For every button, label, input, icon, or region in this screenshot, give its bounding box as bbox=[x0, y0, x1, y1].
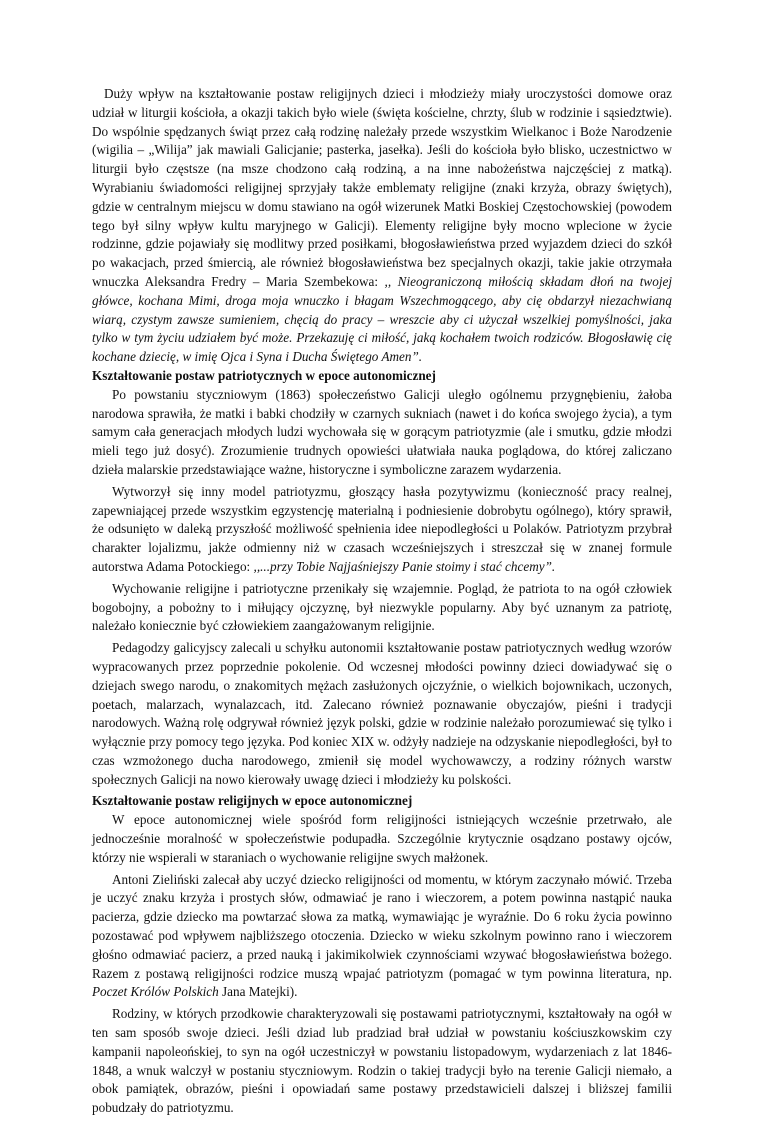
potocki-quote: ,,...przy Tobie Najjaśniejszy Panie stoimy i stać chcemy”. bbox=[253, 558, 556, 574]
document-page bbox=[92, 85, 672, 1121]
paragraph: Po powstaniu styczniowym (1863) społeczeństwo Galicji uległo ogólnemu przygnębieniu, żałoba narodowa sprawiła, że matki i babki chodziły w czarnych sukniach (nawet i do końca swojego życia), a tym samym cała generacjach młodych ludzi wychowała się w gorącym patriotyzmie (ale i smutku, gdzie młodzi mieli tego już dosyć). Zrozumienie trudnych opowieści ułatwiała nauka poglądowa, do której zaliczano dzieła malarskie przedstawiające ważne, historyczne i symboliczne zarazem wydarzenia. bbox=[92, 386, 672, 477]
fredro-blessing-quote: ,, Nieograniczoną miłością składam dłoń na twojej główce, kochana Mimi, droga moja wnuczko i błagam Wszechmogącego, aby cię obdarzył niezachwianą wiarą, czystym zawsze sumieniem, chęcią do pracy – wreszcie aby ci użyczał wszelkiej pomyślności, jaka tylko w tym życiu udziałem być może. Przekazuję ci miłość, jaką kochałem twoich rodziców. Błogosławię cię kochane dziecię, w imię Ojca i Syna i Ducha Świętego Amen”. bbox=[92, 273, 673, 365]
paragraph-text: Antoni Zieliński zalecał aby uczyć dziecko religijności od momentu, w którym zaczynało mówić. Trzeba je uczyć znaku krzyża i prostych słów, odmawiać je rano i wieczorem, a potem powinna nastąpić nauka pacierza, gdzie dziecko ma powtarzać słowa za matką, wymawiając je wyraźnie. Do 6 roku życia powinno pozostawać pod wpływem najbliższego otoczenia. Dziecko w wieku szkolnym powinno rano i wieczorem głośno odmawiać pacierz, a przed nauką i jakimikolwiek czynnościami wzywać błogosławieństwa bożego. Razem z postawą religijności rodzice muszą wpajać patriotyzm (pomagać w tym powinna literatura, np. bbox=[92, 871, 672, 981]
paragraph: Pedagodzy galicyjscy zalecali u schyłku autonomii kształtowanie postaw patriotycznych według wzorów wypracowanych przez poprzednie pokolenie. Od wczesnej młodości powinny dzieci dowiadywać się o dziejach swego narodu, o znakomitych mężach zasłużonych ojczyźnie, o wielkich bojownikach, uczonych, poetach, malarzach, wynalazcach, itd. Zalecano również poznawanie obyczajów, pieśni i tradycji narodowych. Ważną rolę odgrywał również język polski, gdzie w rodzinie należało porozumiewać się tylko i wyłącznie przy pomocy tego języka. Pod koniec XIX w. odżyły nadzieje na odzyskanie niepodległości, był to czas wzmożonego ducha narodowego, zmienił się model wychowawczy, a rodziny różnych warstw społecznych Galicji na nowo kierowały uwagę dzieci i młodzieży ku polskości. bbox=[92, 640, 672, 787]
book-title: Poczet Królów Polskich bbox=[92, 984, 219, 1000]
intro-text: Duży wpływ na kształtowanie postaw religijnych dzieci i młodzieży miały uroczystości domowe oraz udział w liturgii kościoła, a okazji takich było wiele (święta kościelne, chrzty, ślub w rodzinie i sąsiedztwie). Do wspólnie spędzanych świąt przez całą rodzinę należały przede wszystkim Wielkanoc i Boże Narodzenie (wigilia – „Wilija” jak mawiali Galicjanie; pasterka, jasełka). Jeśli do kościoła było blisko, uczestnictwo w liturgii było częstsze (na msze chodzono całą rodziną, a na inne nabożeństwa najczęściej z matką). Wyrabianiu świadomości religijnej sprzyjały także emblematy religijne (znaki krzyża, obrazy świętych), gdzie w centralnym miejscu w domu stawiano na ogół wizerunek Matki Boskiej Częstochowskiej (powodem tego był silny wpływ kultu maryjnego w Galicji). Elementy religijne były mocno wplecione w życie rodzinne, gdzie pojawiały się modlitwy przed posiłkami, błogosławieństwa przed wyjazdem dzieci do szkół po wakacjach, przed śmiercią, ale również błogosławieństwa bez specjalnych okazji, takie jakie otrzymała wnuczka Aleksandra Fredry – Maria Szembekowa: bbox=[92, 86, 672, 289]
paragraph: Rodziny, w których przodkowie charakteryzowali się postawami patriotycznymi, kształtowały na ogół w ten sam sposób swoje dzieci. Jeśli dziad lub pradziad brał udział w powstaniu kościuszkowskim czy kampanii napoleońskiej, to syn na ogół uczestniczył w powstaniu listopadowym, wydarzeniach z lat 1846-1848, a wnuk walczył w postaniu styczniowym. Rodzin o takiej tradycji było na terenie Galicji niemało, a obok pamiątek, obrazów, pieśni i opowiadań same postawy przedstawicieli dalszej i bliższej familii pobudzały do patriotyzmu. bbox=[92, 1006, 672, 1116]
paragraph bbox=[92, 483, 672, 577]
section-heading-patriotic: Kształtowanie postaw patriotycznych w epoce autonomicznej bbox=[92, 367, 436, 383]
paragraph-tail: Jana Matejki). bbox=[218, 984, 298, 1000]
paragraph bbox=[92, 871, 672, 1003]
section-heading-religious: Kształtowanie postaw religijnych w epoce autonomicznej bbox=[92, 793, 413, 809]
paragraph: Wychowanie religijne i patriotyczne przenikały się wzajemnie. Pogląd, że patriota to na ogół człowiek bogobojny, a pobożny to i miłujący ojczyznę, był niezwykle popularny. Aby być uznanym za patriotę, należało koniecznie być człowiekiem zaangażowanym religijnie. bbox=[92, 580, 672, 634]
paragraph: W epoce autonomicznej wiele spośród form religijności istniejących wcześnie przetrwało, ale jednocześnie moralność w społeczeństwie podupadła. Szczególnie krytycznie osądzano postawy ojców, którzy nie wspierali w staraniach o wychowanie religijne swych małżonek. bbox=[92, 812, 672, 865]
intro-paragraph bbox=[92, 85, 672, 367]
paragraph-text: Wytworzył się inny model patriotyzmu, głoszący hasła pozytywizmu (konieczność pracy realnej, zapewniającej przede wszystkim egzystencję materialną i podniesienie dobrobytu ogólnego), który sprawił, że odsunięto w daleką przyszłość możliwość spełnienia idee niepodległości u Polaków. Patriotyzm przybrał charakter lojalizmu, jakże odmienny niż w czasach wcześniejszych i streszczał się w znanej formule autorstwa Adama Potockiego: bbox=[92, 483, 672, 574]
